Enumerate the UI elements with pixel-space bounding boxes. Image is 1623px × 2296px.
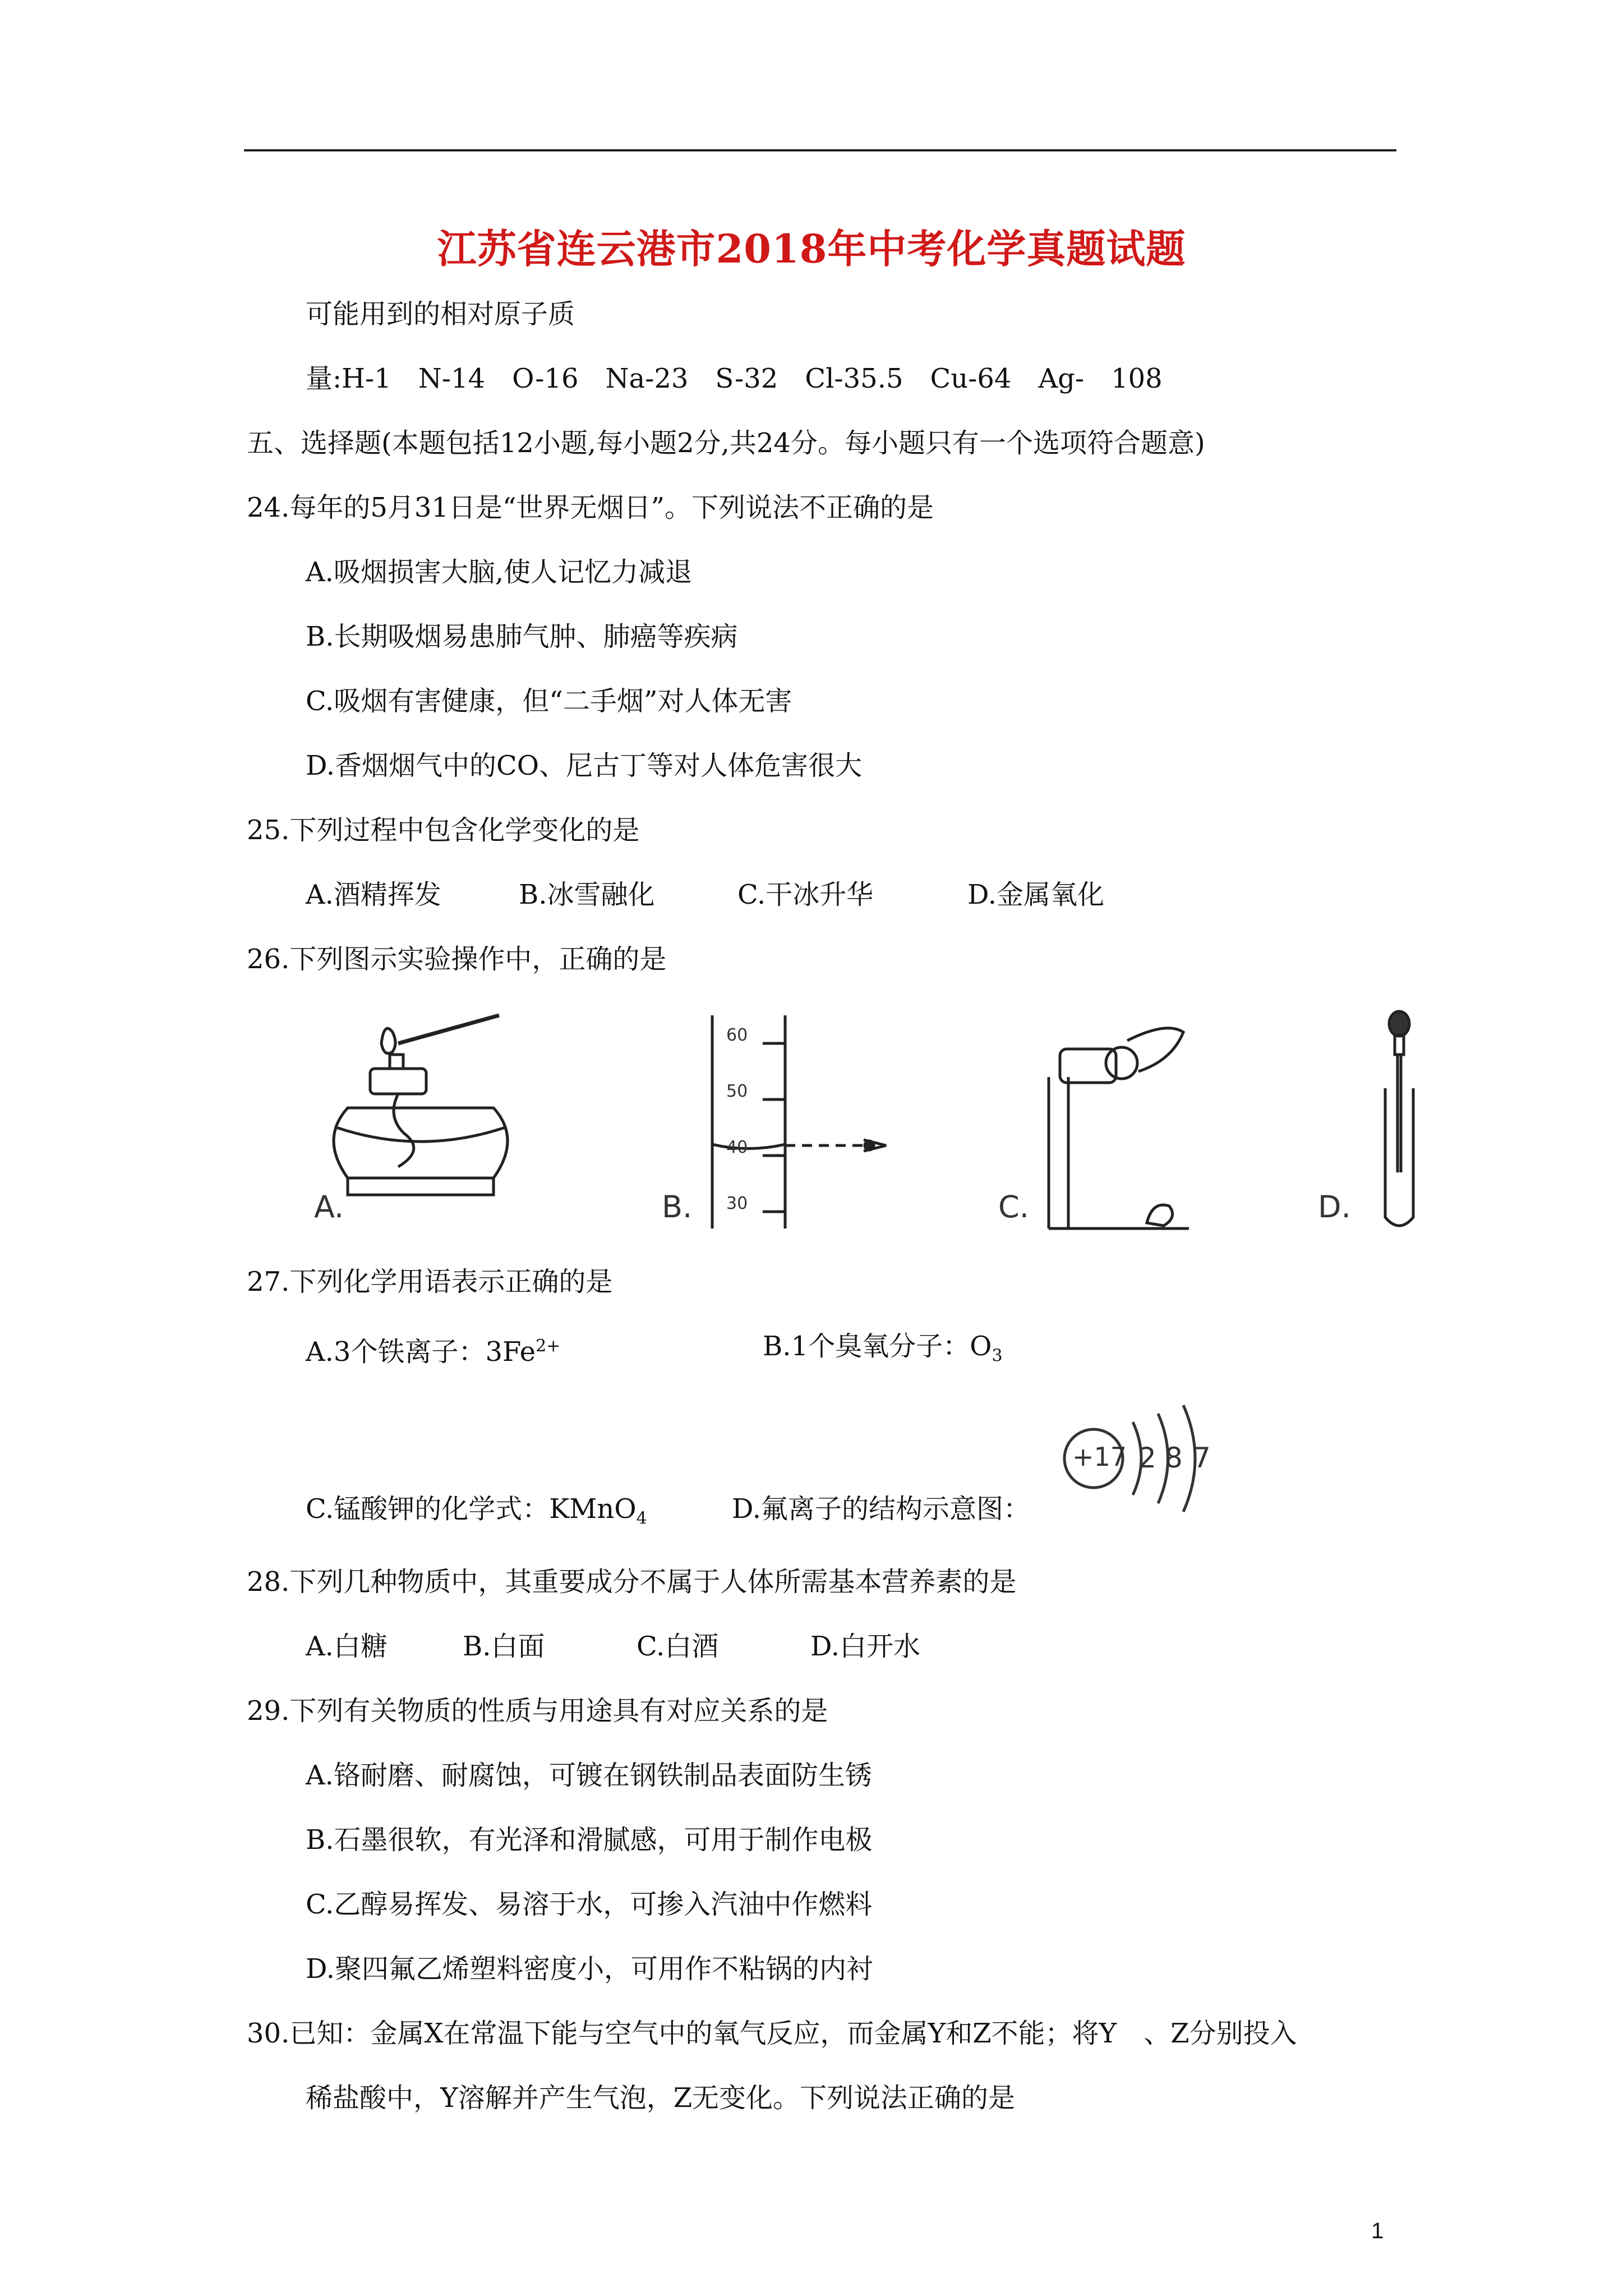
tick-50: 50	[726, 1082, 748, 1101]
atomic-mass-line2: 量:H-1 N-14 O-16 Na-23 S-32 Cl-35.5 Cu-64 Ag- 108	[306, 363, 1163, 394]
figure-a-alcohol-lamp	[314, 1010, 527, 1234]
q27-stem: 27.下列化学用语表示正确的是	[247, 1266, 613, 1297]
q29-stem: 29.下列有关物质的性质与用途具有对应关系的是	[247, 1695, 828, 1727]
q28-option-b: B.白面	[463, 1631, 545, 1662]
atomic-mass-line1: 可能用到的相对原子质	[306, 298, 575, 330]
q24-option-d: D.香烟烟气中的CO、尼古丁等对人体危害很大	[306, 750, 863, 781]
figure-b-label: B.	[662, 1189, 693, 1225]
tick-60: 60	[726, 1025, 748, 1045]
tick-30: 30	[726, 1194, 748, 1213]
q28-option-c: C.白酒	[637, 1631, 719, 1662]
q30-stem-line2: 稀盐酸中，Y溶解并产生气泡，Z无变化。下列说法正确的是	[306, 2082, 1016, 2114]
header-rule	[244, 149, 1396, 151]
q27-option-d: D.氟离子的结构示意图：	[732, 1493, 1031, 1525]
q28-option-d: D.白开水	[810, 1631, 921, 1662]
section-heading: 五、选择题(本题包括12小题,每小题2分,共24分。每小题只有一个选项符合题意)	[247, 427, 1205, 459]
q24-option-c: C.吸烟有害健康，但“二手烟”对人体无害	[306, 685, 792, 717]
q24-stem: 24.每年的5月31日是“世界无烟日”。下列说法不正确的是	[247, 492, 934, 523]
shell-1: 2	[1138, 1442, 1156, 1474]
page-number: 1	[1371, 2219, 1384, 2243]
q29-option-c: C.乙醇易挥发、易溶于水，可掺入汽油中作燃料	[306, 1889, 873, 1920]
shell-2: 8	[1165, 1442, 1183, 1474]
q29-option-d: D.聚四氟乙烯塑料密度小，可用作不粘锅的内衬	[306, 1953, 874, 1985]
figure-c-label: C.	[998, 1189, 1029, 1225]
q24-option-a: A.吸烟损害大脑,使人记忆力减退	[306, 556, 693, 588]
figure-a-label: A.	[314, 1189, 344, 1225]
q25-stem: 25.下列过程中包含化学变化的是	[247, 815, 640, 846]
q26-stem: 26.下列图示实验操作中，正确的是	[247, 944, 667, 975]
q25-option-a: A.酒精挥发	[306, 879, 441, 910]
q28-option-a: A.白糖	[306, 1631, 388, 1662]
q25-option-b: B.冰雪融化	[519, 879, 655, 910]
page-title: 江苏省连云港市2018年中考化学真题试题	[437, 226, 1186, 272]
nucleus-charge: +17	[1072, 1442, 1127, 1472]
q27-option-b: B.1个臭氧分子：$O_3$	[763, 1331, 1003, 1366]
q28-stem: 28.下列几种物质中，其重要成分不属于人体所需基本营养素的是	[247, 1566, 1017, 1598]
q29-option-a: A.铬耐磨、耐腐蚀，可镀在钢铁制品表面防生锈	[306, 1760, 872, 1791]
figure-d-label: D.	[1318, 1189, 1351, 1225]
q27-option-a: A.3个铁离子：$3Fe^{2+}$	[306, 1336, 561, 1368]
figure-c-pouring-liquid	[1043, 1010, 1211, 1234]
q29-option-b: B.石墨很软，有光泽和滑腻感，可用于制作电极	[306, 1824, 873, 1856]
q25-option-c: C.干冰升华	[737, 879, 874, 910]
q24-option-b: B.长期吸烟易患肺气肿、肺癌等疾病	[306, 621, 738, 652]
tick-40: 40	[726, 1138, 748, 1157]
q27-option-c: C.锰酸钾的化学式：KMnO$_4$	[306, 1493, 647, 1529]
figure-d-dropper	[1368, 1010, 1430, 1234]
q30-stem-line1: 30.已知：金属X在常温下能与空气中的氧气反应，而金属Y和Z不能；将Y 、Z分别投入	[247, 2018, 1297, 2049]
shell-3: 7	[1193, 1442, 1211, 1474]
q25-option-d: D.金属氧化	[967, 879, 1105, 910]
